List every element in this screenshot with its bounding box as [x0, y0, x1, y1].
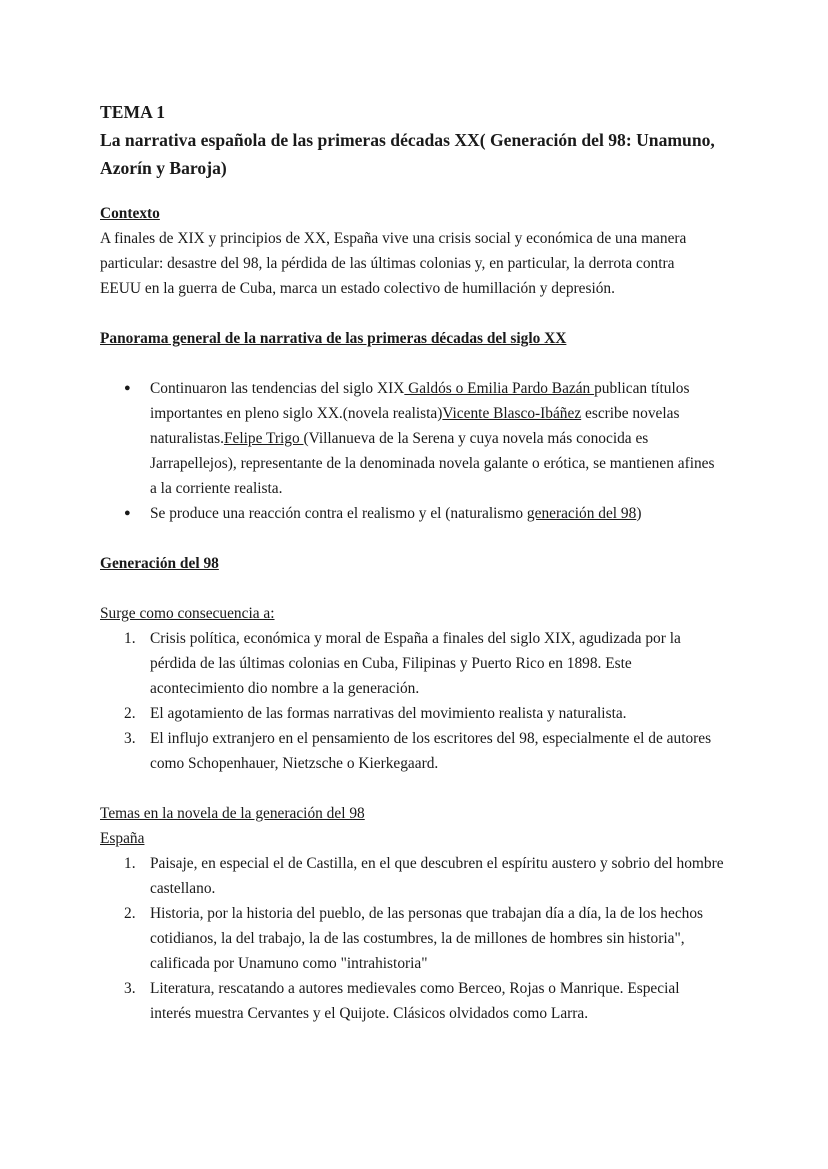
text: interés muestra Cervantes y el Quijote. Clásicos olvidados como Larra. [150, 1005, 589, 1022]
spacer [100, 776, 732, 801]
text: calificada por Unamuno como "intrahistoria" [150, 955, 428, 972]
text: publican títulos [594, 380, 690, 397]
contexto-heading: Contexto [100, 205, 160, 222]
list-number: 1. [124, 855, 136, 872]
spacer [100, 526, 732, 551]
espana-subheading: España [100, 830, 145, 847]
link-galdos-pardo-bazan[interactable]: Galdós o Emilia Pardo Bazán [404, 380, 595, 397]
text: Continuaron las tendencias del siglo XIX [150, 380, 405, 397]
link-felipe-trigo[interactable]: Felipe Trigo [223, 430, 304, 447]
text: castellano. [150, 880, 216, 897]
text: Crisis política, económica y moral de España a finales del siglo XIX, agudizada por la [150, 630, 681, 647]
text: El agotamiento de las formas narrativas del movimiento realista y naturalista. [150, 705, 627, 722]
spacer [100, 182, 732, 201]
text: Paisaje, en especial el de Castilla, en el que descubren el espíritu austero y sobrio del hombre [150, 855, 724, 872]
list-item [100, 976, 732, 1026]
list-item [100, 626, 732, 701]
temas-subheading: Temas en la novela de la generación del 98 [100, 805, 365, 822]
text: El influjo extranjero en el pensamiento de los escritores del 98, especialmente el de autores [150, 730, 712, 747]
text: Historia, por la historia del pueblo, de las personas que trabajan día a día, la de los hechos [150, 905, 704, 922]
link-generacion-98[interactable]: generación del 98 [526, 505, 637, 522]
text: pérdida de las últimas colonias en Cuba, Filipinas y Puerto Rico en 1898. Este [150, 655, 632, 672]
contexto-line-2: particular: desastre del 98, la pérdida de las últimas colonias y, en particular, la derrota contra [100, 255, 675, 272]
text: acontecimiento dio nombre a la generación. [150, 680, 420, 697]
text: ) [636, 505, 642, 522]
spacer [100, 301, 732, 326]
generacion-numbered-list [100, 626, 732, 776]
text: cotidianos, la del trabajo, la de las costumbres, la de millones de hombres sin historia", [150, 930, 685, 947]
text: como Schopenhauer, Nietzsche o Kierkegaard. [150, 755, 439, 772]
contexto-line-3: EEUU en la guerra de Cuba, marca un estado colectivo de humillación y depresión. [100, 280, 615, 297]
text: importantes en pleno siglo XX.(novela realista) [150, 405, 443, 422]
tema-label: TEMA 1 [100, 102, 166, 122]
generacion-heading: Generación del 98 [100, 555, 219, 572]
link-blasco-ibanez[interactable]: Vicente Blasco-Ibáñez [442, 405, 582, 422]
panorama-bullet-list [100, 376, 732, 526]
list-item [100, 901, 732, 976]
contexto-line-1: A finales de XIX y principios de XX, España vive una crisis social y económica de una manera [100, 230, 687, 247]
text: Se produce una reacción contra el realismo y el (naturalismo [150, 505, 527, 522]
temas-numbered-list [100, 851, 732, 1026]
page-title-line-2: Azorín y Baroja) [100, 158, 227, 178]
list-item [100, 851, 732, 901]
text: Literatura, rescatando a autores medievales como Berceo, Rojas o Manrique. Especial [150, 980, 680, 997]
list-number: 3. [124, 730, 136, 747]
list-item [100, 701, 732, 726]
text: naturalistas. [150, 430, 224, 447]
text: (Villanueva de la Serena y cuya novela más conocida es [303, 430, 649, 447]
list-item [100, 501, 732, 526]
text: escribe novelas [581, 405, 680, 422]
surge-subheading: Surge como consecuencia a: [100, 605, 275, 622]
panorama-heading: Panorama general de la narrativa de las primeras décadas del siglo XX [100, 330, 567, 347]
spacer [100, 351, 732, 376]
spacer [100, 576, 732, 601]
text: Jarrapellejos), representante de la denominada novela galante o erótica, se mantienen afines [150, 455, 715, 472]
list-number: 2. [124, 705, 136, 722]
list-number: 2. [124, 905, 136, 922]
list-item [100, 376, 732, 501]
text: a la corriente realista. [150, 480, 283, 497]
list-item [100, 726, 732, 776]
page-title-line-1: La narrativa española de las primeras décadas XX( Generación del 98: Unamuno, [100, 130, 715, 150]
list-number: 1. [124, 630, 136, 647]
list-number: 3. [124, 980, 136, 997]
